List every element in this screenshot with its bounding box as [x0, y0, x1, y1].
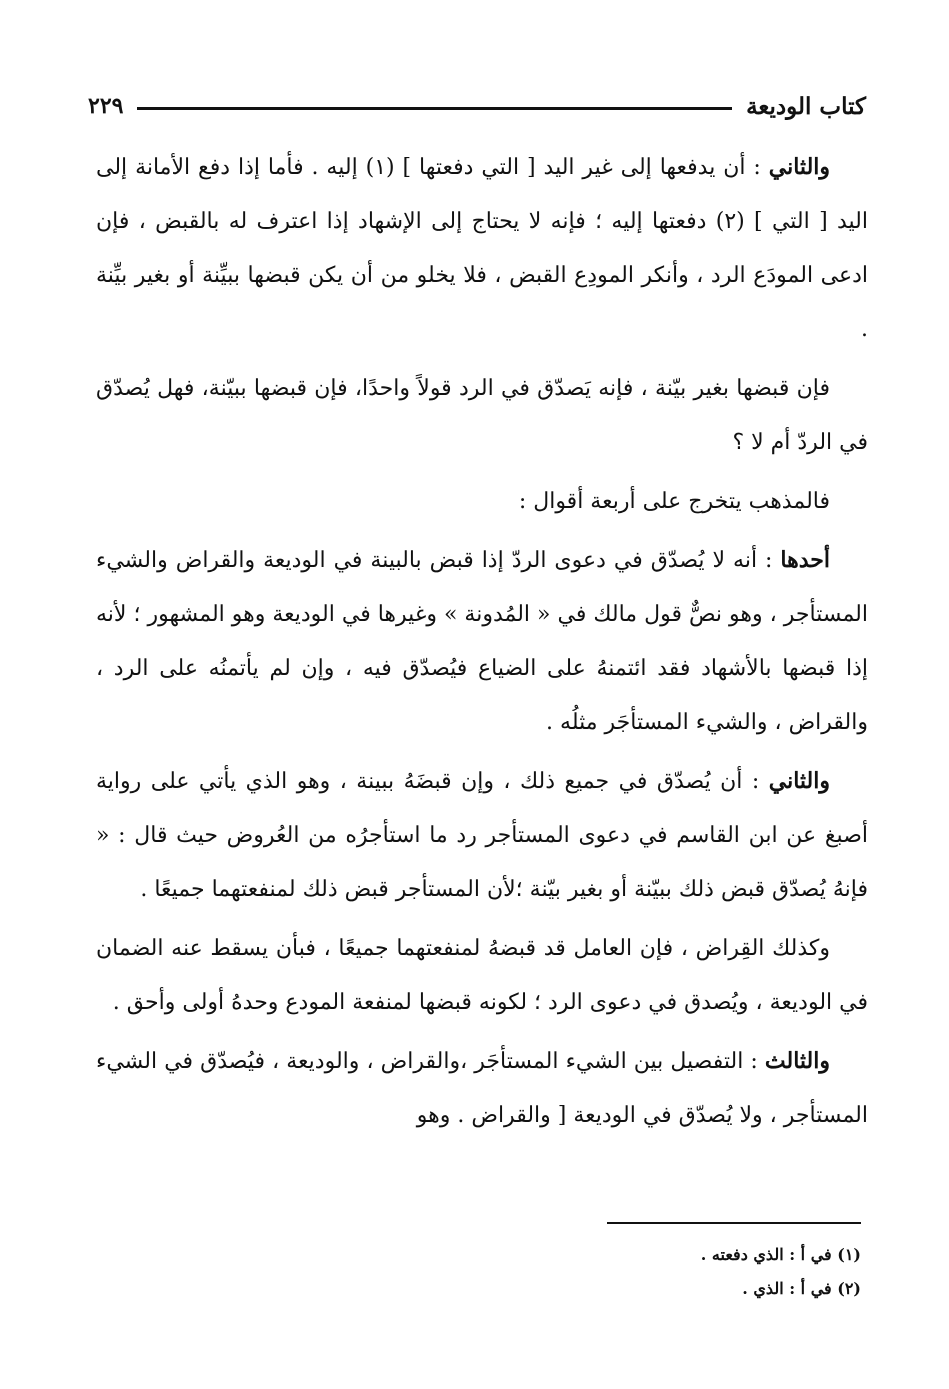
paragraph — [96, 533, 868, 750]
paragraph-text: فإن قبضها بغير بيّنة ، فإنه يَصدّق في الرد قولاً واحدًا، فإن قبضها ببيّنة، فهل يُصدّق في الردّ أم لا ؟ — [96, 376, 868, 455]
paragraph-lead: أحدها — [780, 547, 830, 573]
paragraph — [96, 921, 868, 1030]
footnote-1: (١) في أ : الذي دفعته . — [700, 1245, 861, 1264]
paragraph-text: : التفصيل بين الشيء المستأجَر ،والقراض ، والوديعة ، فيُصدّق في الشيء المستأجر ، ولا يُصدّق في الوديعة [ والقراض . وهو — [96, 1049, 868, 1128]
footnote-2: (٢) في أ : الذي . — [742, 1279, 861, 1298]
paragraph-text: : أن يدفعها إلى غير اليد [ التي دفعتها ] (١) إليه . فأما إذا دفع الأمانة إلى اليد [ التي ] (٢) دفعتها إليه ؛ فإنه لا يحتاج إلى الإشهاد إذا اعترف له بالقبض ، فإن ادعى المودَع الرد ، وأنكر المودِع القبض ، فلا يخلو من أن يكن قبضها ببيِّنة أو بغير بيِّنة . — [96, 155, 868, 342]
paragraph — [96, 1034, 868, 1143]
running-header — [88, 86, 866, 126]
paragraph-text: : أنه لا يُصدّق في دعوى الردّ إذا قبض بالبينة في الوديعة والقراض والشيء المستأجر ، وهو نصٌّ قول مالك في « المُدونة » وغيرها في الوديعة وهو المشهور ؛ لأنه إذا قبضها بالأشهاد فقد ائتمنهُ على الضياع فيُصدّق فيه ، وإن لم يأتمنُه على الرد ، والقراض ، والشيء المستأجَر مثلُه . — [96, 548, 868, 735]
body-text — [96, 140, 868, 1147]
paragraph — [96, 754, 868, 917]
paragraph — [96, 361, 868, 470]
paragraph — [96, 474, 868, 529]
paragraph-text: : أن يُصدّق في جميع ذلك ، وإن قبضَهُ ببينة ، وهو الذي يأتي على رواية أصبغ عن ابن القاسم في دعوى المستأجر رد ما استأجرُه من العُروض حيث قال : « فإنهُ يُصدّق قبض ذلك ببيّنة أو بغير بيّنة ؛لأن المستأجر قبض ذلك لمنفعتهما جميعًا . — [96, 769, 868, 902]
footnotes — [361, 1238, 861, 1306]
paragraph-lead: والثاني — [768, 154, 831, 180]
paragraph-lead: والثاني — [768, 768, 830, 794]
footnote-rule — [607, 1222, 861, 1224]
header-rule — [137, 107, 732, 110]
paragraph — [96, 140, 868, 357]
paragraph-text: فالمذهب يتخرج على أربعة أقوال : — [518, 489, 830, 514]
paragraph-lead: والثالث — [764, 1048, 830, 1074]
page-number: ٢٢٩ — [88, 93, 124, 119]
paragraph-text: وكذلك القِراض ، فإن العامل قد قبضهُ لمنفعتهما جميعًا ، فبأن يسقط عنه الضمان في الوديعة ، ويُصدق في دعوى الرد ؛ لكونه قبضها لمنفعة المودع وحدهُ أولى وأحق . — [96, 936, 868, 1015]
book-title: كتاب الوديعة — [746, 92, 866, 120]
